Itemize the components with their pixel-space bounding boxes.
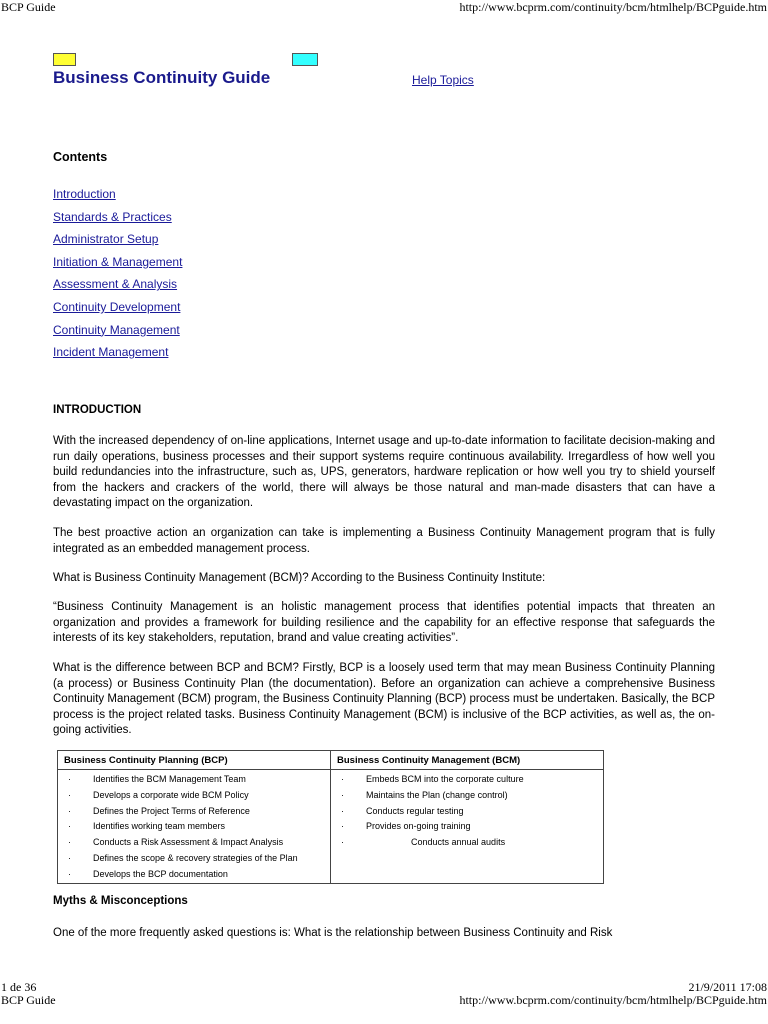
page-title: Business Continuity Guide <box>53 68 271 87</box>
bcp-item: Develops the BCP documentation <box>93 868 228 879</box>
bcp-item: Identifies working team members <box>93 821 226 832</box>
bcp-item: Defines the scope & recovery strategies of the Plan <box>93 852 298 863</box>
table-row <box>58 770 604 884</box>
toc-link-introduction[interactable]: Introduction <box>53 187 116 201</box>
list-item <box>58 772 330 788</box>
intro-paragraph-2: The best proactive action an organization can take is implementing a Business Continuity Management program that is fully integrated as an embedded management process. <box>53 527 715 555</box>
toc-item <box>53 344 182 367</box>
list-item <box>331 835 603 851</box>
toc-link-assessment-analysis[interactable]: Assessment & Analysis <box>53 277 178 292</box>
yellow-swatch-icon <box>53 53 76 66</box>
bcp-item: Develops a corporate wide BCM Policy <box>93 789 249 800</box>
list-item <box>58 819 330 835</box>
print-header-title: BCP Guide <box>1 0 56 14</box>
introduction-heading: INTRODUCTION <box>53 404 142 416</box>
print-footer-url: http://www.bcprm.com/continuity/bcm/htmlhelp/BCPguide.htm <box>459 993 767 1007</box>
bullet-icon: · <box>68 774 71 784</box>
bullet-icon: · <box>341 821 344 832</box>
list-item <box>331 788 603 804</box>
toc-link-continuity-management[interactable]: Continuity Management <box>53 322 180 337</box>
toc-item <box>53 231 182 254</box>
contents-heading: Contents <box>53 150 108 164</box>
list-item <box>331 804 603 820</box>
list-item <box>331 819 603 835</box>
toc-item <box>53 254 182 277</box>
bcm-item: Conducts annual audits <box>411 837 506 848</box>
intro-paragraph-3: What is Business Continuity Management (BCM)? According to the Business Continuity Institute: <box>53 572 546 584</box>
print-datetime: 21/9/2011 17:08 <box>688 980 767 994</box>
bullet-icon: · <box>68 852 71 863</box>
bcp-activities-cell <box>58 770 331 884</box>
bullet-icon: · <box>68 868 71 879</box>
bullet-icon: · <box>341 805 344 816</box>
list-item <box>58 867 330 883</box>
help-topics-link[interactable]: Help Topics <box>412 73 474 87</box>
bullet-icon: · <box>341 789 344 800</box>
bullet-icon: · <box>68 789 71 800</box>
myths-paragraph: One of the more frequently asked questions is: What is the relationship between Business Continuity and Risk <box>53 927 613 939</box>
toc-link-incident-management[interactable]: Incident Management <box>53 345 169 360</box>
print-header-url: http://www.bcprm.com/continuity/bcm/htmlhelp/BCPguide.htm <box>459 0 767 14</box>
cyan-swatch-icon <box>292 53 318 66</box>
bcm-activities-cell <box>331 770 604 884</box>
bullet-icon: · <box>341 837 344 848</box>
toc-item <box>53 276 182 299</box>
bcm-item: Embeds BCM into the corporate culture <box>366 774 524 784</box>
bcm-item: Conducts regular testing <box>366 805 464 816</box>
toc-link-continuity-development[interactable]: Continuity Development <box>53 299 181 314</box>
list-item <box>331 772 603 788</box>
toc-link-initiation-management[interactable]: Initiation & Management <box>53 254 183 269</box>
print-footer-title: BCP Guide <box>1 993 56 1007</box>
toc-item <box>53 322 182 345</box>
table-of-contents <box>53 186 182 367</box>
bcm-item: Provides on-going training <box>366 821 471 832</box>
toc-item <box>53 209 182 232</box>
intro-paragraph-1: With the increased dependency of on-line applications, Internet usage and up-to-date information to facilitate decision-making and run daily operations, business processes and their support systems require continuous availability. Irregardless of how well you build redundancies into the infrastructure, such as, UPS, generators, hardware replication or how well you try to shield yourself from the hackers and crackers of the world, there will always be those natural and man-made disasters that can have a devastating impact on the organization. <box>53 435 715 509</box>
list-item <box>58 851 330 867</box>
list-item <box>58 804 330 820</box>
bcm-item: Maintains the Plan (change control) <box>366 789 508 800</box>
bcp-column-header: Business Continuity Planning (BCP) <box>58 751 331 770</box>
page-count: 1 de 36 <box>1 980 37 994</box>
bcm-column-header: Business Continuity Management (BCM) <box>331 751 604 770</box>
list-item <box>58 835 330 851</box>
bullet-icon: · <box>68 821 71 832</box>
myths-heading: Myths & Misconceptions <box>53 895 188 907</box>
bcp-bcm-comparison-table <box>57 750 604 884</box>
bci-quote-paragraph: “Business Continuity Management is an holistic management process that identifies potential impacts that threaten an organization and provides a framework for building resilience and the capability for an effective response that safeguards the interests of its key stakeholders, reputation, brand and value creating activities”. <box>53 601 715 644</box>
bcp-vs-bcm-paragraph: What is the difference between BCP and BCM? Firstly, BCP is a loosely used term that may mean Business Continuity Planning (a process) or Business Continuity Plan (the documentation). Before an organization can achieve a comprehensive Business Continuity Management (BCM) program, the Business Continuity Planning (BCP) process must be undertaken. Basically, the BCP process is the project related tasks. Business Continuity Management (BCM) is inclusive of the BCP activities, as well as, the on-going activities. <box>53 662 715 736</box>
toc-item <box>53 299 182 322</box>
toc-item <box>53 186 182 209</box>
bullet-icon: · <box>68 837 71 848</box>
bcp-item: Conducts a Risk Assessment & Impact Analysis <box>93 837 284 848</box>
bullet-icon: · <box>68 805 71 816</box>
bcp-item: Identifies the BCM Management Team <box>93 774 246 784</box>
toc-link-administrator-setup[interactable]: Administrator Setup <box>53 232 159 247</box>
list-item <box>58 788 330 804</box>
bcp-item: Defines the Project Terms of Reference <box>93 805 250 816</box>
toc-link-standards-practices[interactable]: Standards & Practices <box>53 209 172 224</box>
table-header-row <box>58 751 604 770</box>
bullet-icon: · <box>341 774 344 784</box>
